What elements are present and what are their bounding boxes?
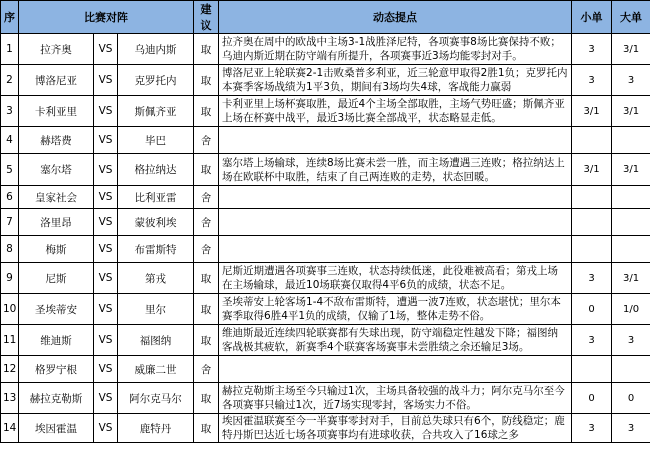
away-team: 格拉纳达 — [118, 154, 194, 186]
big-odds — [612, 127, 650, 154]
small-odds — [572, 236, 612, 263]
table-row — [1, 127, 650, 154]
vs-label: VS — [94, 325, 118, 356]
away-team: 乌迪内斯 — [118, 34, 194, 65]
suggestion: 舍 — [194, 356, 219, 383]
small-odds: 3 — [572, 65, 612, 96]
vs-label: VS — [94, 209, 118, 236]
home-team: 卡利亚里 — [19, 96, 94, 127]
vs-label: VS — [94, 186, 118, 209]
suggestion: 舍 — [194, 186, 219, 209]
row-index: 7 — [1, 209, 19, 236]
big-odds: 3 — [612, 325, 650, 356]
table-row — [1, 34, 650, 65]
suggestion: 取 — [194, 263, 219, 294]
table-row — [1, 383, 650, 414]
row-index: 8 — [1, 236, 19, 263]
small-odds — [572, 127, 612, 154]
home-team: 尼斯 — [19, 263, 94, 294]
suggestion: 取 — [194, 383, 219, 414]
small-odds — [572, 186, 612, 209]
vs-label: VS — [94, 356, 118, 383]
table-row — [1, 154, 650, 186]
table-row — [1, 356, 650, 383]
row-index: 6 — [1, 186, 19, 209]
big-odds: 3 — [612, 414, 650, 443]
small-odds: 3 — [572, 414, 612, 443]
home-team: 博洛尼亚 — [19, 65, 94, 96]
row-index: 14 — [1, 414, 19, 443]
header-row — [1, 1, 650, 34]
away-team: 里尔 — [118, 294, 194, 325]
vs-label: VS — [94, 294, 118, 325]
news-text: 博洛尼亚上轮联赛2-1击败桑普多利亚，近三轮意甲取得2胜1负；克罗托内本赛季客场战绩为1平3负，期间有3场均失4球，客战能力赢弱 — [219, 65, 572, 96]
row-index: 11 — [1, 325, 19, 356]
small-odds — [572, 209, 612, 236]
news-text: 塞尔塔上场输球，连续8场比赛未尝一胜，而主场遭遇三连败；格拉纳达上场在欧联杯中取胜，结束了自己两连败的走势，状态回暖。 — [219, 154, 572, 186]
home-team: 圣埃蒂安 — [19, 294, 94, 325]
small-odds — [572, 356, 612, 383]
news-text — [219, 127, 572, 154]
vs-label: VS — [94, 154, 118, 186]
vs-label: VS — [94, 383, 118, 414]
home-team: 塞尔塔 — [19, 154, 94, 186]
suggestion: 舍 — [194, 127, 219, 154]
home-team: 维迪斯 — [19, 325, 94, 356]
away-team: 蒙彼利埃 — [118, 209, 194, 236]
away-team: 第戎 — [118, 263, 194, 294]
suggestion: 取 — [194, 414, 219, 443]
header-match: 比赛对阵 — [19, 1, 194, 34]
big-odds: 1/0 — [612, 294, 650, 325]
table-row — [1, 414, 650, 443]
away-team: 鹿特丹 — [118, 414, 194, 443]
small-odds: 3 — [572, 263, 612, 294]
away-team: 阿尔克马尔 — [118, 383, 194, 414]
news-text: 圣埃蒂安上轮客场1-4不敌布雷斯特，遭遇一波7连败，状态堪忧；里尔本赛季取得6胜4平1负的成绩，仅输了1场，整体走势不俗。 — [219, 294, 572, 325]
row-index: 9 — [1, 263, 19, 294]
suggestion: 舍 — [194, 236, 219, 263]
big-odds: 3/1 — [612, 263, 650, 294]
small-odds: 3 — [572, 34, 612, 65]
news-text — [219, 236, 572, 263]
header-small: 小单 — [572, 1, 612, 34]
news-text: 尼斯近期遭遇各项赛事三连败，状态持续低迷，此役难被高看；第戎上场在主场输球，最近10场联赛仅取得4平6负的成绩，状态不足。 — [219, 263, 572, 294]
header-index: 序 — [1, 1, 19, 34]
vs-label: VS — [94, 34, 118, 65]
away-team: 比利亚雷 — [118, 186, 194, 209]
small-odds: 3/1 — [572, 96, 612, 127]
home-team: 格罗宁根 — [19, 356, 94, 383]
small-odds: 0 — [572, 294, 612, 325]
vs-label: VS — [94, 236, 118, 263]
home-team: 洛里昂 — [19, 209, 94, 236]
big-odds — [612, 356, 650, 383]
away-team: 福图纳 — [118, 325, 194, 356]
suggestion: 取 — [194, 325, 219, 356]
table-row — [1, 236, 650, 263]
row-index: 1 — [1, 34, 19, 65]
vs-label: VS — [94, 414, 118, 443]
news-text: 卡利亚里上场杯赛取胜，最近4个主场全部取胜，主场气势旺盛；斯佩齐亚上场在杯赛中战平，最近3场比赛全部战平，状态略显走低。 — [219, 96, 572, 127]
away-team: 布雷斯特 — [118, 236, 194, 263]
table-row — [1, 325, 650, 356]
suggestion: 取 — [194, 294, 219, 325]
big-odds: 3 — [612, 65, 650, 96]
big-odds: 0 — [612, 383, 650, 414]
row-index: 5 — [1, 154, 19, 186]
news-text: 赫拉克勒斯主场至今只输过1次，主场具备较强的战斗力；阿尔克马尔至今各项赛事只输过1次，近7场实现零封，客场实力不俗。 — [219, 383, 572, 414]
news-text — [219, 209, 572, 236]
home-team: 拉齐奥 — [19, 34, 94, 65]
away-team: 毕巴 — [118, 127, 194, 154]
home-team: 埃因霍温 — [19, 414, 94, 443]
news-text: 拉齐奥在周中的欧战中主场3-1战胜泽尼特，各项赛事8场比赛保持不败；乌迪内斯近期在防守端有所提升，各项赛事近3场均能零封对手。 — [219, 34, 572, 65]
header-suggest: 建议 — [194, 1, 219, 34]
suggestion: 取 — [194, 34, 219, 65]
table-row — [1, 186, 650, 209]
big-odds: 3/1 — [612, 154, 650, 186]
header-big: 大单 — [612, 1, 650, 34]
away-team: 威廉二世 — [118, 356, 194, 383]
home-team: 赫拉克勒斯 — [19, 383, 94, 414]
row-index: 10 — [1, 294, 19, 325]
away-team: 斯佩齐亚 — [118, 96, 194, 127]
table-row — [1, 263, 650, 294]
table-row — [1, 96, 650, 127]
small-odds: 0 — [572, 383, 612, 414]
home-team: 赫塔费 — [19, 127, 94, 154]
row-index: 3 — [1, 96, 19, 127]
suggestion: 取 — [194, 154, 219, 186]
news-text: 维迪斯最近连续四轮联赛都有失球出现，防守端稳定性越发下降；福图纳客战极其疲软，新赛季4个联赛客场赛事未尝胜绩之余还输足3场。 — [219, 325, 572, 356]
big-odds — [612, 209, 650, 236]
home-team: 梅斯 — [19, 236, 94, 263]
table-row — [1, 65, 650, 96]
header-news: 动态提点 — [219, 1, 572, 34]
news-text — [219, 356, 572, 383]
row-index: 13 — [1, 383, 19, 414]
big-odds — [612, 236, 650, 263]
row-index: 2 — [1, 65, 19, 96]
suggestion: 取 — [194, 96, 219, 127]
table-row — [1, 294, 650, 325]
small-odds: 3 — [572, 325, 612, 356]
suggestion: 舍 — [194, 209, 219, 236]
vs-label: VS — [94, 96, 118, 127]
small-odds: 3/1 — [572, 154, 612, 186]
row-index: 4 — [1, 127, 19, 154]
vs-label: VS — [94, 127, 118, 154]
table-row — [1, 209, 650, 236]
suggestion: 取 — [194, 65, 219, 96]
vs-label: VS — [94, 65, 118, 96]
away-team: 克罗托内 — [118, 65, 194, 96]
news-text — [219, 186, 572, 209]
big-odds — [612, 186, 650, 209]
big-odds: 3/1 — [612, 34, 650, 65]
big-odds: 3/1 — [612, 96, 650, 127]
news-text: 埃因霍温联赛至今一半赛事零封对手，目前总失球只有6个，防线稳定；鹿特丹斯巴达近七场各项赛事均有进球收获，合共攻入了16球之多 — [219, 414, 572, 443]
home-team: 皇家社会 — [19, 186, 94, 209]
row-index: 12 — [1, 356, 19, 383]
vs-label: VS — [94, 263, 118, 294]
